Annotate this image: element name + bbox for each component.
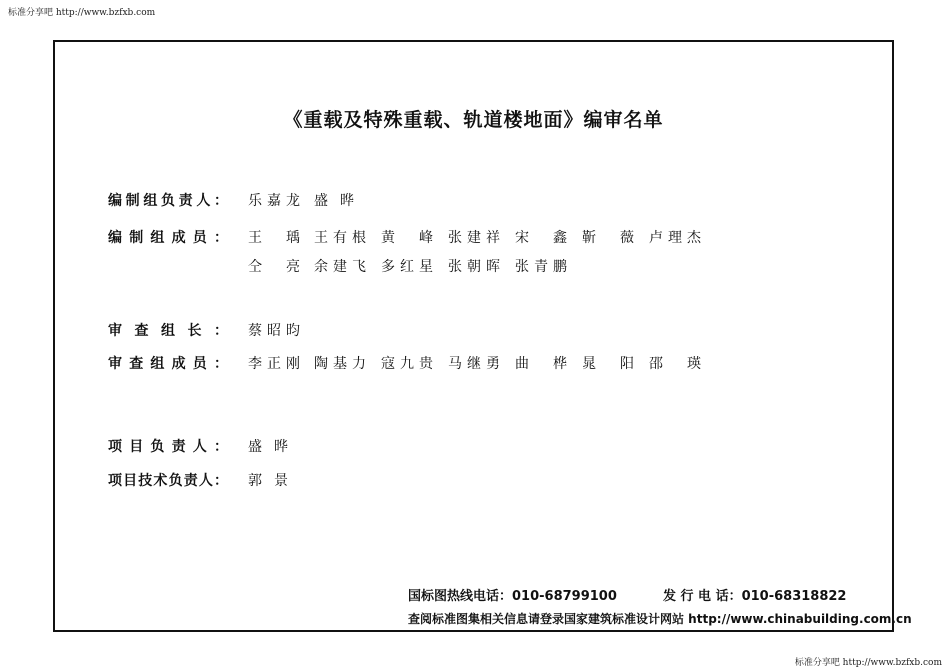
footer-website-note: 查阅标准图集相关信息请登录国家建筑标准设计网站 http://www.chinabuilding.com.cn (408, 612, 912, 626)
person-name: 晁 阳 (582, 356, 634, 372)
person-name: 盛 晔 (314, 193, 354, 209)
section-label: 编制组成员： (108, 230, 228, 246)
footer-phones (408, 585, 847, 604)
person-name: 蔡昭昀 (248, 323, 300, 339)
person-name: 寇九贵 (381, 356, 433, 372)
person-name: 盛 晔 (248, 439, 288, 455)
person-name: 曲 桦 (515, 356, 567, 372)
person-name: 李正刚 (248, 356, 300, 372)
person-name: 王有根 (314, 230, 366, 246)
hotline-text: 国标图热线电话：010-68799100 (408, 589, 617, 604)
person-name: 黄 峰 (381, 230, 433, 246)
section-label: 项目技术负责人： (108, 473, 228, 489)
person-name: 陶基力 (314, 356, 366, 372)
section-label: 项目负责人： (108, 439, 228, 455)
person-name: 邵 瑛 (649, 356, 701, 372)
section-label: 编制组负责人： (108, 193, 228, 209)
page-title: 《重载及特殊重载、轨道楼地面》编审名单 (283, 109, 664, 131)
person-name: 卢理杰 (649, 230, 701, 246)
person-name: 马继勇 (448, 356, 500, 372)
person-name: 张青鹏 (515, 259, 567, 275)
person-name: 张朝晖 (448, 259, 500, 275)
person-name: 王 瑀 (248, 230, 300, 246)
watermark-top: 标准分享吧 http://www.bzfxb.com (8, 8, 156, 18)
person-name: 郭 景 (248, 473, 288, 489)
document-frame (53, 40, 912, 632)
person-name: 多红星 (381, 259, 433, 275)
person-name: 仝 亮 (248, 259, 300, 275)
section-label: 审查组成员： (108, 356, 228, 372)
person-name: 余建飞 (314, 259, 366, 275)
person-name: 乐嘉龙 (248, 193, 300, 209)
person-name: 靳 薇 (582, 230, 634, 246)
watermark-bottom: 标准分享吧 http://www.bzfxb.com (794, 658, 942, 668)
section-label: 审查组长： (108, 323, 228, 339)
issue-phone-text: 发 行 电 话：010-68318822 (663, 589, 847, 604)
person-name: 张建祥 (448, 230, 500, 246)
person-name: 宋 鑫 (515, 230, 567, 246)
